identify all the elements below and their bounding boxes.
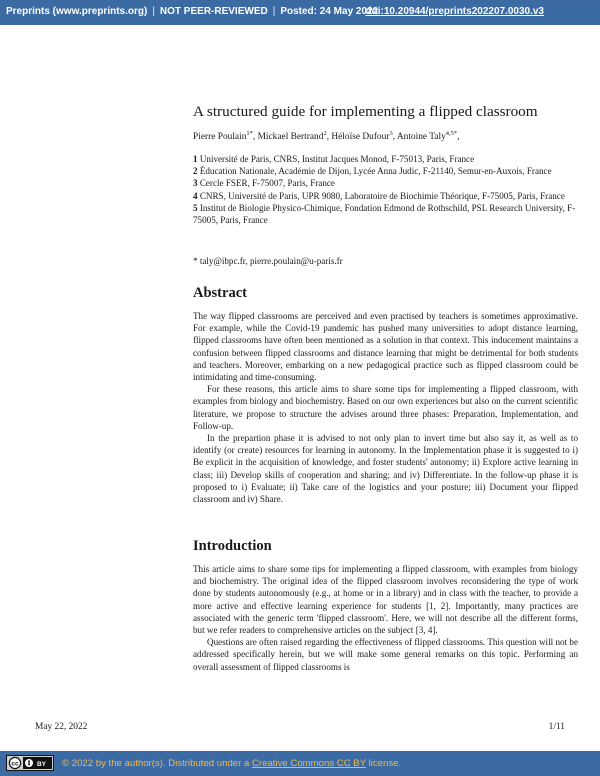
affiliations [193,153,578,226]
paper-title: A structured guide for implementing a flipped classroom [193,103,538,120]
header-separator: | [152,6,155,17]
header-left [6,6,378,17]
license-text: © 2022 by the author(s). Distributed under a Creative Commons CC BY license. [62,758,402,769]
affiliation: 1 Université de Paris, CNRS, Institut Jacques Monod, F-75013, Paris, France [193,154,475,164]
doi-link[interactable]: doi:10.20944/preprints202207.0030.v3 [365,6,544,17]
svg-text:BY: BY [36,761,47,768]
author-list: Pierre Poulain$^{1*}$, Mickael Bertrand$^2$, Héloïse Dufour$^3$, Antoine Taly$^{4,5*}$, [193,130,460,143]
corresponding-email: * taly@ibpc.fr, pierre.poulain@u-paris.fr [193,256,343,266]
intro-paragraph: Questions are often raised regarding the effectiveness of flipped classrooms. This question will not be addressed specifically herein, but we will make some general remarks on this topic. Performing an overall assessment of flipped classrooms is [193,637,578,672]
site-link[interactable]: Preprints (www.preprints.org) [6,6,148,17]
affiliation: 5 Institut de Biologie Physico-Chimique, Fondation Edmond de Rothschild, PSL Research University, F-75005, Paris, France [193,202,576,226]
header-separator: | [272,6,276,17]
cc-by-icon[interactable] [6,755,54,771]
cc-license-link[interactable]: Creative Commons CC BY [252,758,366,769]
introduction-heading: Introduction [193,538,272,554]
cc-by-icon-graphic [7,756,53,770]
abstract-paragraph: The way flipped classrooms are perceived and even practised by teachers is sometimes approximative. For example, while the Covid-19 pandemic has pushed many universities to adopt distance learning, flipped classrooms have often been mentioned as a solution in that context. This inducement maintains a confusion between flipped classrooms and distance learning that might be detrimental for both students and teachers. Moreover, embarking on a new pedagogical practice such as flipped classroom could be intimidating and time-consuming. [193,311,578,383]
posted-date: Posted: 24 May 2022 [280,6,379,17]
affiliation: 4 CNRS, Université de Paris, UPR 9080, Laboratoire de Biochimie Théorique, F-75005, Paris, France [193,190,565,201]
abstract-paragraph: For these reasons, this article aims to share some tips for implementing a flipped classroom, with examples from biology and biochemistry. Based on our own experiences but also on the current scientific literature, we propose to structure the advises around three phases: Preparation, Implementation, and Follow-up. [193,384,578,431]
peer-status: NOT PEER-REVIEWED [159,6,268,17]
intro-paragraph: This article aims to share some tips for implementing a flipped classroom, with examples from biology and biochemistry. The original idea of the flipped classroom involves reconsidering the type of work done by students autonomously (e.g., at home or in a library) and in class with the teacher, to provide a more active and effective learning experience for students [1, 2]. Importantly, many practices are associated with the generic term 'flipped classroom'. Here, we will not describe all the different forms, but we refer readers to comprehensive articles on the subject [3, 4]. [193,564,578,636]
page-number: 1/11 [548,722,565,732]
footer-date: May 22, 2022 [35,722,88,732]
svg-text:cc: cc [11,760,19,768]
license-bar [0,751,600,776]
abstract-body [193,310,578,505]
introduction-body [193,563,578,673]
abstract-heading: Abstract [193,285,247,301]
preprint-header-bar [0,0,600,25]
affiliation: 3 Cercle FSER, F-75007, Paris, France [193,178,335,189]
affiliation: 2 Éducation Nationale, Académie de Dijon, Lycée Anna Judic, F-21140, Semur-en-Auxois, France [193,166,552,177]
abstract-paragraph: In the prepartion phase it is advised to not only plan to invert time but also say it, as well as to identify (or create) resources for learning in autonomy. In the Implementation phase it is suggested to i) Be explicit in the acquisition of knowledge, and foster students' autonomy; ii) Explore active learning in class; iii) Develop skills of cooperation and sharing; and iv) Differentiate. In the follow-up phase it is proposed to i) Evaluate; ii) Take care of the logistics and your posture; iii) Document your flipped classroom and iv) Share. [193,433,578,505]
